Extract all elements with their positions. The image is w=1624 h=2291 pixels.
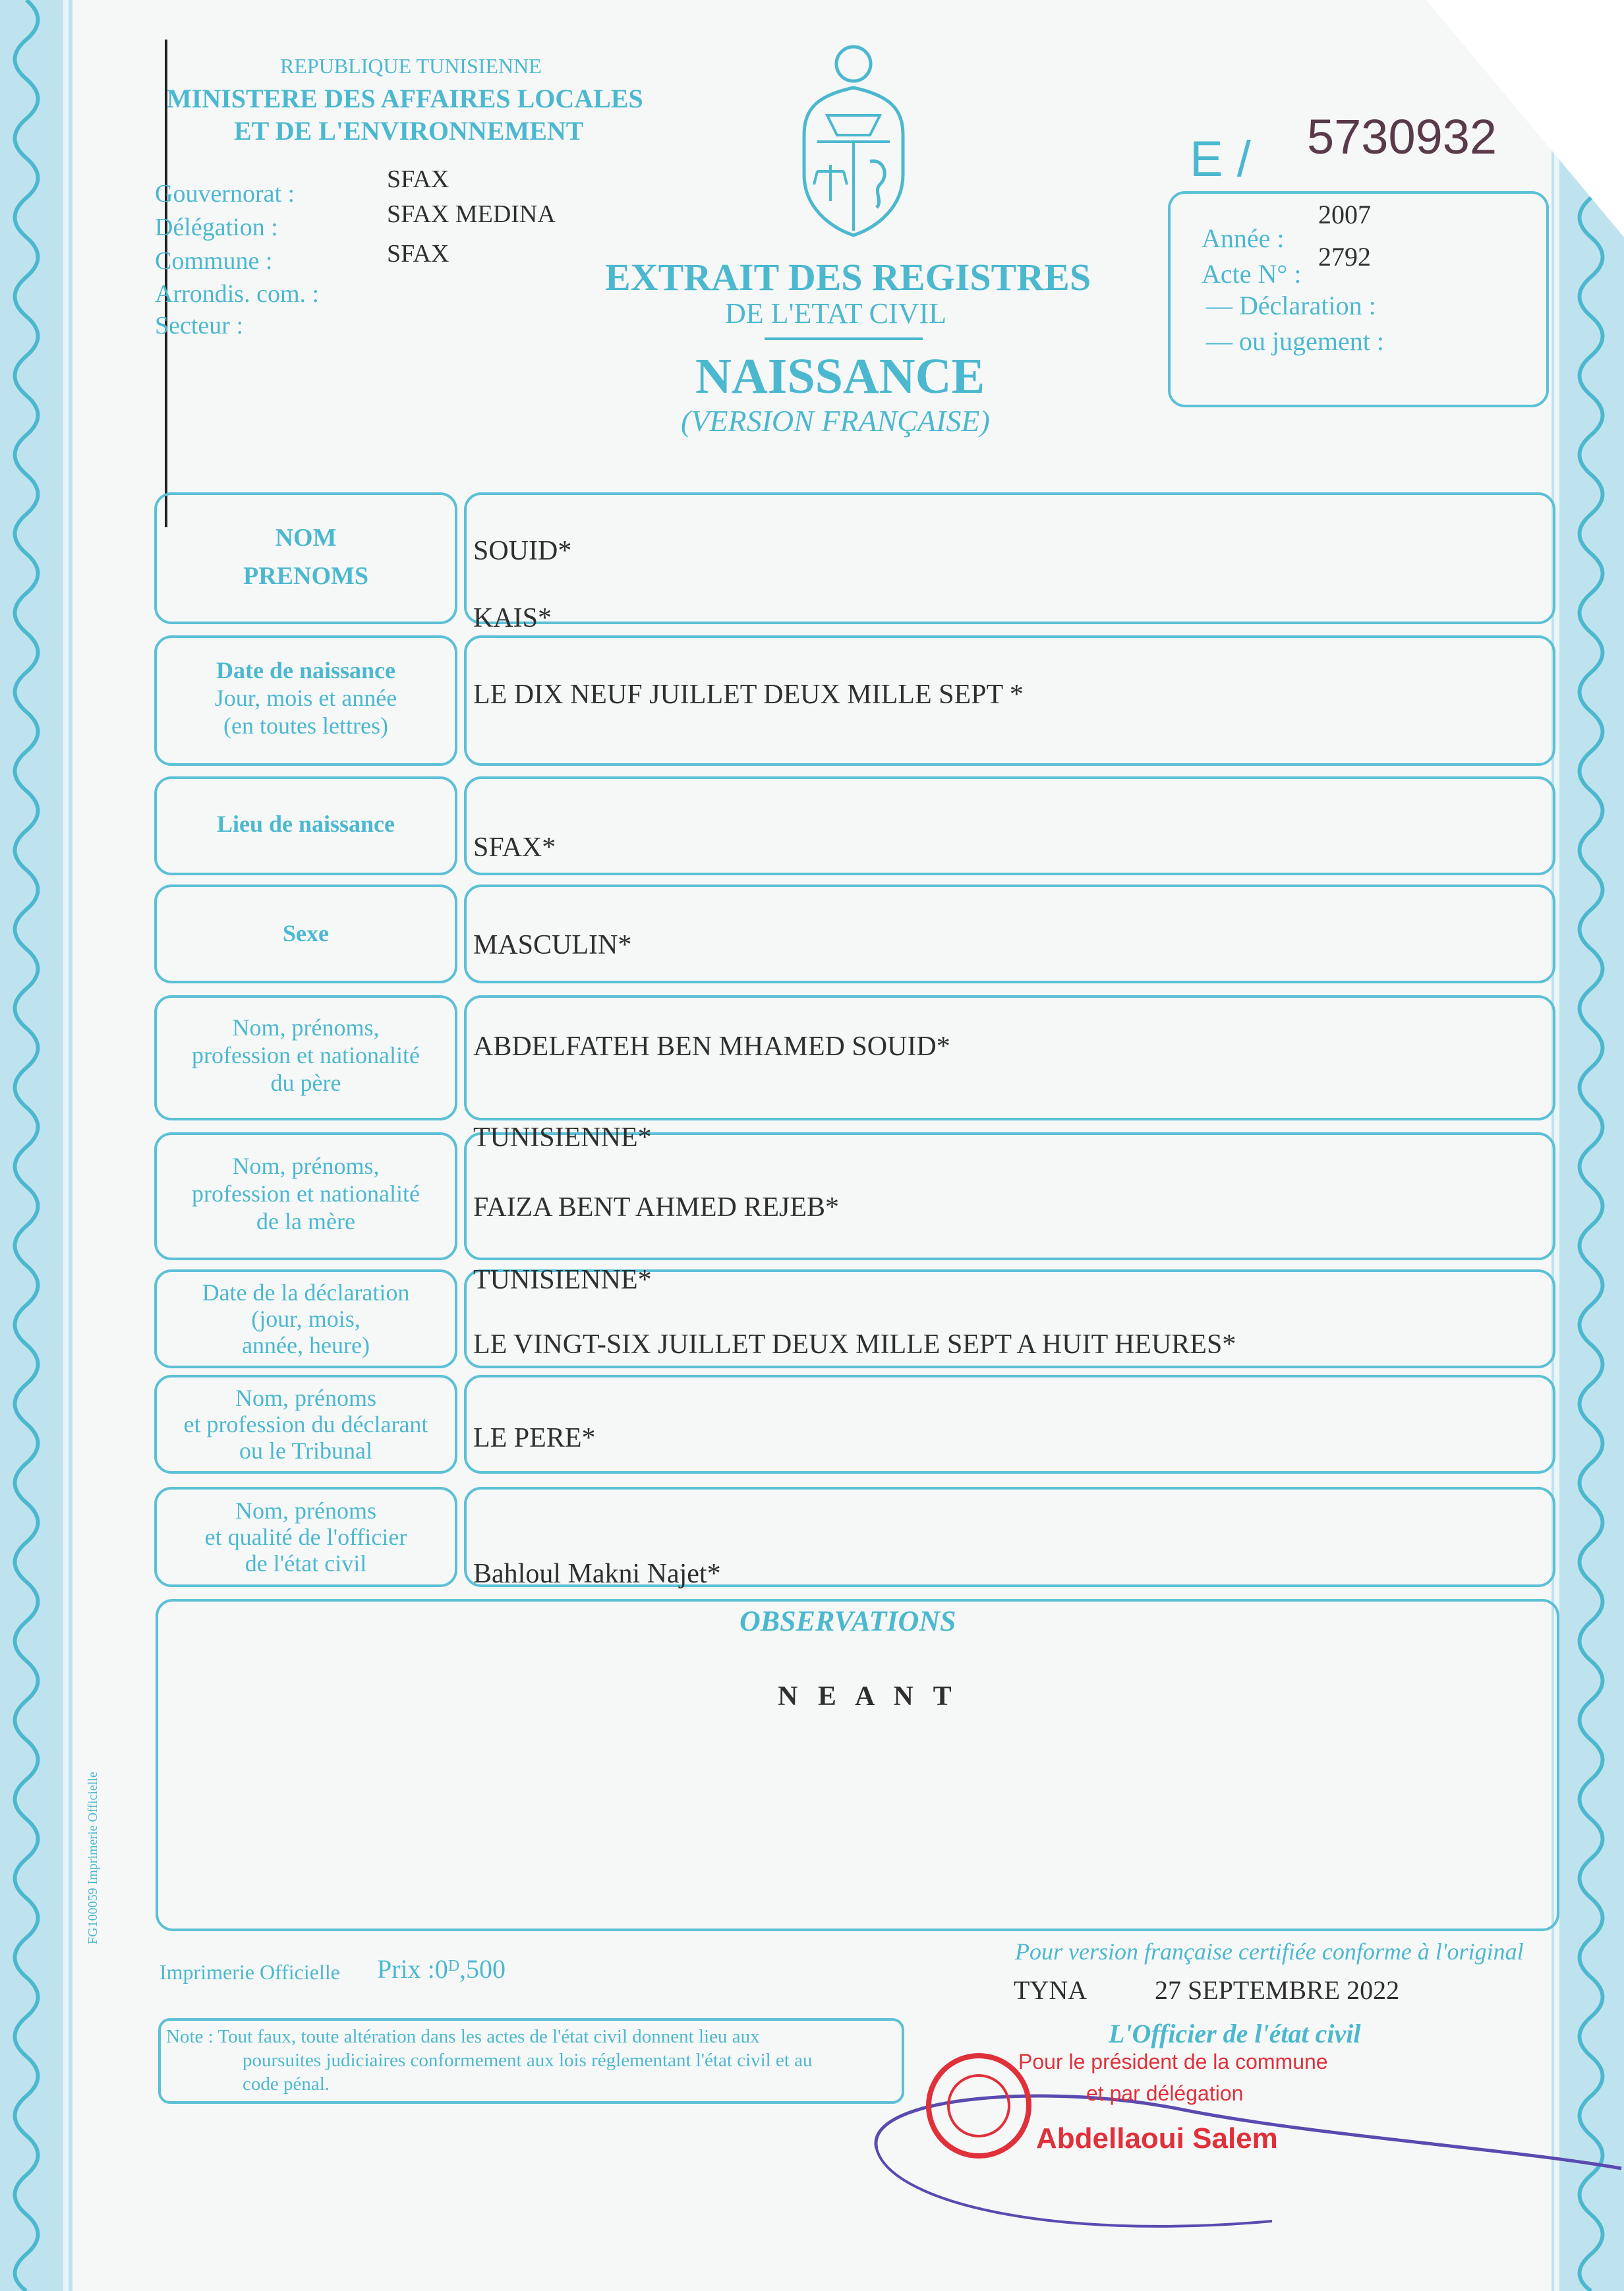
declarant-label-line3: ou le Tribunal xyxy=(239,1437,373,1464)
nom-value: SOUID* xyxy=(473,536,572,566)
prenoms-value: KAIS* xyxy=(473,603,552,633)
mere-label-line2: profession et nationalité xyxy=(192,1180,420,1207)
delegation-label: Délégation : xyxy=(155,214,278,241)
price-label: Prix :0ᴰ,500 xyxy=(377,1954,506,1984)
title-divider xyxy=(765,337,923,340)
pere-label-line3: du père xyxy=(270,1070,341,1096)
stamp-name: Abdellaoui Salem xyxy=(1036,2122,1278,2155)
annee-label: Année : xyxy=(1202,223,1285,253)
officier-label-line3: de l'état civil xyxy=(245,1550,367,1577)
nom-label: NOM xyxy=(275,524,337,552)
observations-value: N E A N T xyxy=(778,1681,958,1712)
officier-label-line1: Nom, prénoms xyxy=(235,1497,376,1524)
declarant-value-box xyxy=(464,1375,1555,1474)
imprimerie-label: Imprimerie Officielle xyxy=(160,1960,340,1984)
lieu-label: Lieu de naissance xyxy=(216,811,395,837)
document-type: NAISSANCE xyxy=(695,349,985,404)
mere-label-line3: de la mère xyxy=(256,1208,355,1234)
officier-value: Bahloul Makni Najet* xyxy=(473,1559,721,1589)
ministry-line2: ET DE L'ENVIRONNEMENT xyxy=(234,116,584,146)
note-line2: poursuites judiciaires conformement aux lois réglementant l'état civil et au xyxy=(243,2050,813,2071)
officier-label xyxy=(154,1491,457,1583)
pere-value: ABDELFATEH BEN MHAMED SOUID* xyxy=(473,1031,950,1062)
ministry-line1: MINISTERE DES AFFAIRES LOCALES xyxy=(167,84,643,113)
officer-title: L'Officier de l'état civil xyxy=(1109,2019,1361,2048)
document-title: EXTRAIT DES REGISTRES xyxy=(605,256,1091,299)
commune-value: SFAX xyxy=(387,240,450,268)
declarant-label-line1: Nom, prénoms xyxy=(235,1385,376,1411)
commune-label: Commune : xyxy=(155,247,273,275)
tunisia-coat-of-arms-icon xyxy=(791,43,916,241)
serial-prefix: E / xyxy=(1190,131,1251,187)
lieu-value: SFAX* xyxy=(473,832,556,863)
decl-label-line2: (jour, mois, xyxy=(251,1306,361,1332)
sexe-label: Sexe xyxy=(283,920,329,946)
dob-value: LE DIX NEUF JUILLET DEUX MILLE SEPT * xyxy=(473,680,1024,710)
dob-label-line3: (en toutes lettres) xyxy=(223,712,388,739)
observations-box xyxy=(156,1599,1559,1931)
mere-value: FAIZA BENT AHMED REJEB* xyxy=(473,1192,839,1223)
commune-stamp-icon xyxy=(926,2053,1031,2159)
note-line1: Note : Tout faux, toute altération dans les actes de l'état civil donnent lieu aux xyxy=(166,2026,760,2047)
pere-label xyxy=(154,1006,457,1105)
place-value: TYNA xyxy=(1014,1975,1088,2005)
certified-line: Pour version française certifiée conforme à l'original xyxy=(1015,1938,1524,1965)
republic-label: REPUBLIQUE TUNISIENNE xyxy=(280,54,542,78)
prenoms-label: PRENOMS xyxy=(243,562,368,590)
stamp-line1: Pour le président de la commune xyxy=(1018,2050,1328,2074)
officier-label-line2: et qualité de l'officier xyxy=(204,1524,407,1550)
jugement-label: — ou jugement : xyxy=(1206,326,1384,356)
declarant-label xyxy=(154,1379,457,1470)
nom-value-box xyxy=(464,492,1555,624)
arrondis-label: Arrondis. com. : xyxy=(155,280,320,308)
declaration-label: — Déclaration : xyxy=(1206,291,1376,320)
pere-label-line1: Nom, prénoms, xyxy=(232,1014,380,1041)
lieu-value-box xyxy=(464,776,1555,875)
note-line3: code pénal. xyxy=(243,2074,330,2095)
dob-label-line1: Date de naissance xyxy=(216,657,395,683)
dob-label-line2: Jour, mois et année xyxy=(214,685,397,711)
acte-label: Acte N° : xyxy=(1202,259,1302,289)
document-subtitle: DE L'ETAT CIVIL xyxy=(725,297,946,330)
declarant-value: LE PERE* xyxy=(473,1423,596,1453)
document-version: (VERSION FRANÇAISE) xyxy=(681,404,990,438)
serial-number: 5730932 xyxy=(1307,109,1497,164)
mere-nationality-value: TUNISIENNE* xyxy=(473,1265,652,1295)
observations-title: OBSERVATIONS xyxy=(740,1605,956,1637)
delegation-value: SFAX MEDINA xyxy=(387,200,556,228)
secteur-label: Secteur : xyxy=(155,312,244,339)
mere-label xyxy=(154,1144,457,1243)
decl-label-line1: Date de la déclaration xyxy=(202,1279,410,1306)
pere-label-line2: profession et nationalité xyxy=(192,1042,420,1068)
mere-label-line1: Nom, prénoms, xyxy=(232,1153,380,1179)
annee-value: 2007 xyxy=(1318,200,1371,229)
declarant-label-line2: et profession du déclarant xyxy=(183,1411,428,1437)
acte-value: 2792 xyxy=(1318,242,1371,272)
side-print-code: FG100059 Imprimerie Officielle xyxy=(86,1772,100,1944)
gouvernorat-label: Gouvernorat : xyxy=(155,180,295,208)
left-guilloche-border xyxy=(0,0,72,2291)
decl-label-line3: année, heure) xyxy=(242,1332,370,1358)
sexe-value: MASCULIN* xyxy=(473,930,632,960)
dob-label xyxy=(154,649,457,747)
nom-prenoms-label xyxy=(154,514,457,600)
pere-nationality-value: TUNISIENNE* xyxy=(473,1122,652,1153)
decl-value: LE VINGT-SIX JUILLET DEUX MILLE SEPT A HUIT HEURES* xyxy=(473,1329,1236,1360)
date-value: 27 SEPTEMBRE 2022 xyxy=(1155,1975,1400,2005)
right-guilloche-border xyxy=(1552,0,1624,2291)
gouvernorat-value: SFAX xyxy=(387,165,450,193)
stamp-line2: et par délégation xyxy=(1086,2081,1244,2105)
decl-label xyxy=(154,1272,457,1366)
